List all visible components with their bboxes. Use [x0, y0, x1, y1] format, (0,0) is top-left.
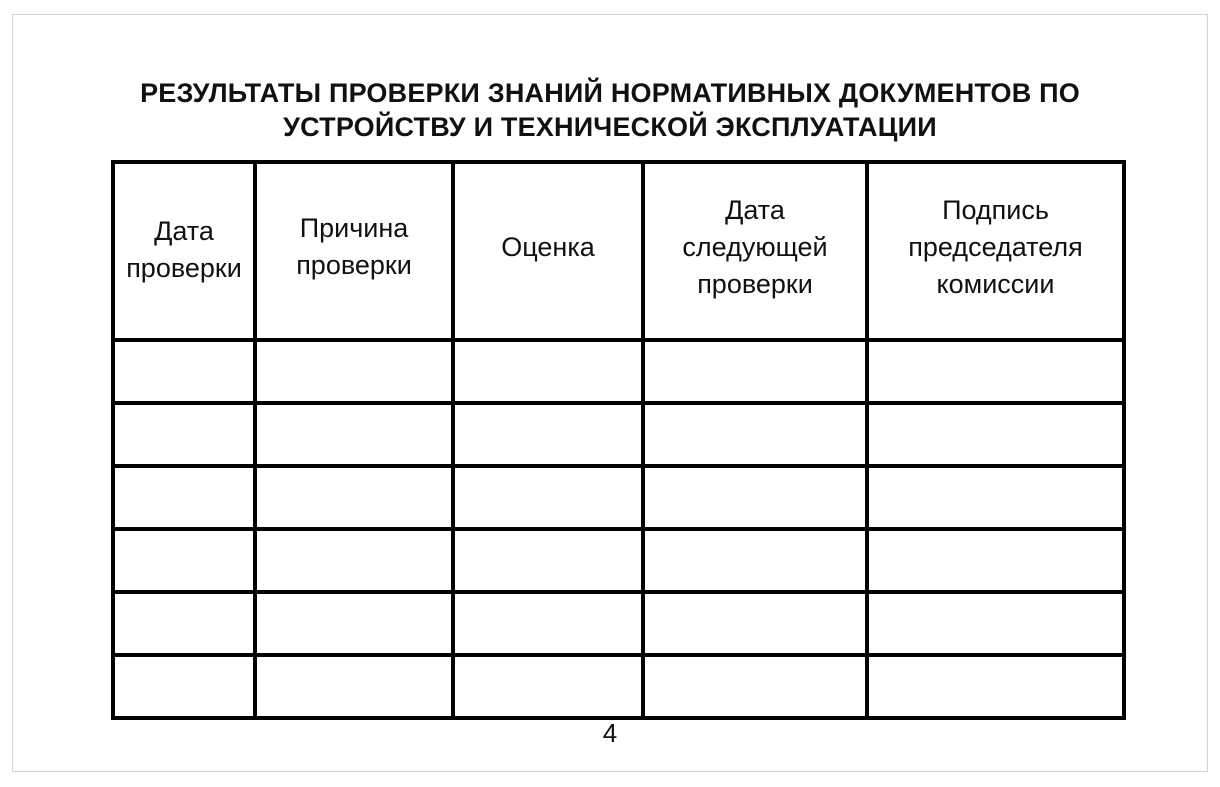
table-cell [453, 529, 643, 592]
table-cell [113, 592, 255, 655]
table-cell [643, 466, 867, 529]
table-cell [113, 466, 255, 529]
table-cell [867, 655, 1124, 718]
table-cell [643, 592, 867, 655]
header-next-check-date: Дата следующей проверки [643, 162, 867, 340]
table-row [113, 529, 1124, 592]
table-cell [255, 655, 453, 718]
table-cell [113, 340, 255, 403]
header-check-date: Дата проверки [113, 162, 255, 340]
table-cell [643, 655, 867, 718]
table-row [113, 592, 1124, 655]
page-title-line-2: УСТРОЙСТВУ И ТЕХНИЧЕСКОЙ ЭКСПЛУАТАЦИИ [283, 112, 937, 142]
table-cell [453, 592, 643, 655]
table-cell [867, 592, 1124, 655]
table-cell [867, 403, 1124, 466]
table-cell [255, 466, 453, 529]
table-cell [643, 529, 867, 592]
page-title-line-1: РЕЗУЛЬТАТЫ ПРОВЕРКИ ЗНАНИЙ НОРМАТИВНЫХ ДОКУМЕНТОВ ПО [140, 78, 1080, 108]
table-cell [255, 403, 453, 466]
table-row [113, 340, 1124, 403]
table-cell [453, 340, 643, 403]
header-chairman-signature: Подпись председателя комиссии [867, 162, 1124, 340]
table-cell [643, 340, 867, 403]
table-cell [255, 592, 453, 655]
table-row [113, 655, 1124, 718]
table-cell [113, 403, 255, 466]
table-cell [453, 655, 643, 718]
table-row [113, 466, 1124, 529]
header-check-reason: Причина проверки [255, 162, 453, 340]
results-table [111, 160, 1126, 720]
table-cell [453, 403, 643, 466]
table-row [113, 403, 1124, 466]
table-body [113, 340, 1124, 718]
table-cell [867, 466, 1124, 529]
table-cell [453, 466, 643, 529]
table-cell [643, 403, 867, 466]
table-cell [867, 529, 1124, 592]
table-cell [867, 340, 1124, 403]
table-header-row [113, 162, 1124, 340]
table-cell [255, 340, 453, 403]
table-cell [113, 655, 255, 718]
header-grade: Оценка [453, 162, 643, 340]
page-number: 4 [602, 718, 618, 748]
page-title [60, 76, 1160, 144]
results-table-container [111, 160, 1122, 709]
table-cell [255, 529, 453, 592]
table-cell [113, 529, 255, 592]
